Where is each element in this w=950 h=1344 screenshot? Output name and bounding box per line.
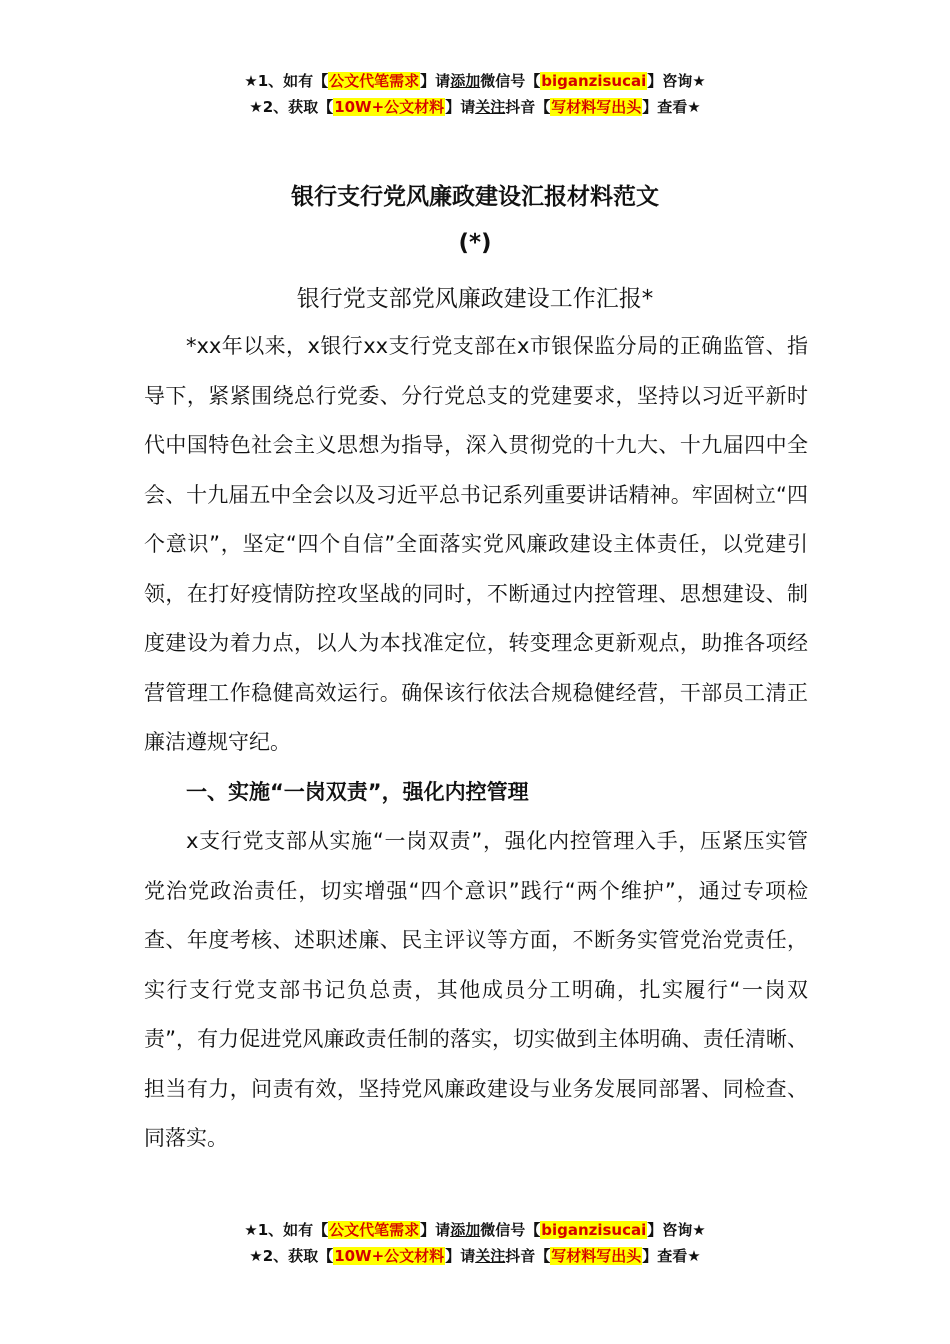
banner-highlight: biganzisucai xyxy=(541,72,647,90)
banner-text: ★1、如有【 xyxy=(244,1221,329,1239)
banner-line-2 xyxy=(0,1243,950,1269)
section-heading-1: 一、实施“一岗双责”，强化内控管理 xyxy=(186,779,529,804)
banner-text: 微信号【 xyxy=(480,72,541,90)
document-title: 银行支行党风廉政建设汇报材料范文 xyxy=(291,184,659,210)
banner-text: 】请 xyxy=(445,1247,476,1265)
banner-text: 抖音【 xyxy=(505,1247,551,1265)
banner-text: 】咨询★ xyxy=(647,72,706,90)
banner-highlight: biganzisucai xyxy=(541,1221,647,1239)
banner-text: ★1、如有【 xyxy=(244,72,329,90)
banner-text: 】请 xyxy=(420,1221,451,1239)
document-subtitle: 银行党支部党风廉政建设工作汇报* xyxy=(296,286,654,312)
paragraph-intro: *xx年以来，x银行xx支行党支部在x市银保监分局的正确监管、指导下，紧紧围绕总行党委、分行党总支的党建要求，坚持以习近平新时代中国特色社会主义思想为指导，深入贯彻党的十九大、十九届四中全会、十九届五中全会以及习近平总书记系列重要讲话精神。牢固树立“四个意识”，坚定“四个自信”全面落实党风廉政建设主体责任，以党建引领，在打好疫情防控攻坚战的同时，不断通过内控管理、思想建设、制度建设为着力点，以人为本找准定位，转变理念更新观点，助推各项经营管理工作稳健高效运行。确保该行依法合规稳健经营，干部员工清正廉洁遵规守纪。 xyxy=(144,334,808,754)
banner-underlined: 添加 xyxy=(450,72,481,90)
document-body xyxy=(144,322,808,1164)
banner-text: 】请 xyxy=(420,72,451,90)
header-banner xyxy=(0,68,950,120)
banner-text: ★2、获取【 xyxy=(249,98,334,116)
footer-banner xyxy=(0,1217,950,1269)
banner-text: ★2、获取【 xyxy=(249,1247,334,1265)
banner-underlined: 关注 xyxy=(475,1247,506,1265)
banner-text: 微信号【 xyxy=(480,1221,541,1239)
banner-underlined: 添加 xyxy=(450,1221,481,1239)
banner-highlight: 10W+公文材料 xyxy=(334,98,445,116)
paragraph-section-1: x支行党支部从实施“一岗双责”，强化内控管理入手，压紧压实管党治党政治责任，切实增强“四个意识”践行“两个维护”，通过专项检查、年度考核、述职述廉、民主评议等方面，不断务实管党治党责任，实行支行党支部书记负总责，其他成员分工明确，扎实履行“一岗双责”，有力促进党风廉政责任制的落实，切实做到主体明确、责任清晰、担当有力，问责有效，坚持党风廉政建设与业务发展同部署、同检查、同落实。 xyxy=(144,829,808,1150)
document-title-suffix: (*) xyxy=(458,230,492,256)
banner-highlight: 写材料写出头 xyxy=(551,98,642,116)
banner-text: 】查看★ xyxy=(642,1247,701,1265)
banner-line-1 xyxy=(0,68,950,94)
banner-highlight: 写材料写出头 xyxy=(551,1247,642,1265)
banner-line-2 xyxy=(0,94,950,120)
banner-text: 】查看★ xyxy=(642,98,701,116)
banner-text: 抖音【 xyxy=(505,98,551,116)
banner-text: 】请 xyxy=(445,98,476,116)
banner-underlined: 关注 xyxy=(475,98,506,116)
banner-highlight: 公文代笔需求 xyxy=(329,72,420,90)
banner-highlight: 公文代笔需求 xyxy=(329,1221,420,1239)
banner-text: 】咨询★ xyxy=(647,1221,706,1239)
banner-line-1 xyxy=(0,1217,950,1243)
banner-highlight: 10W+公文材料 xyxy=(334,1247,445,1265)
